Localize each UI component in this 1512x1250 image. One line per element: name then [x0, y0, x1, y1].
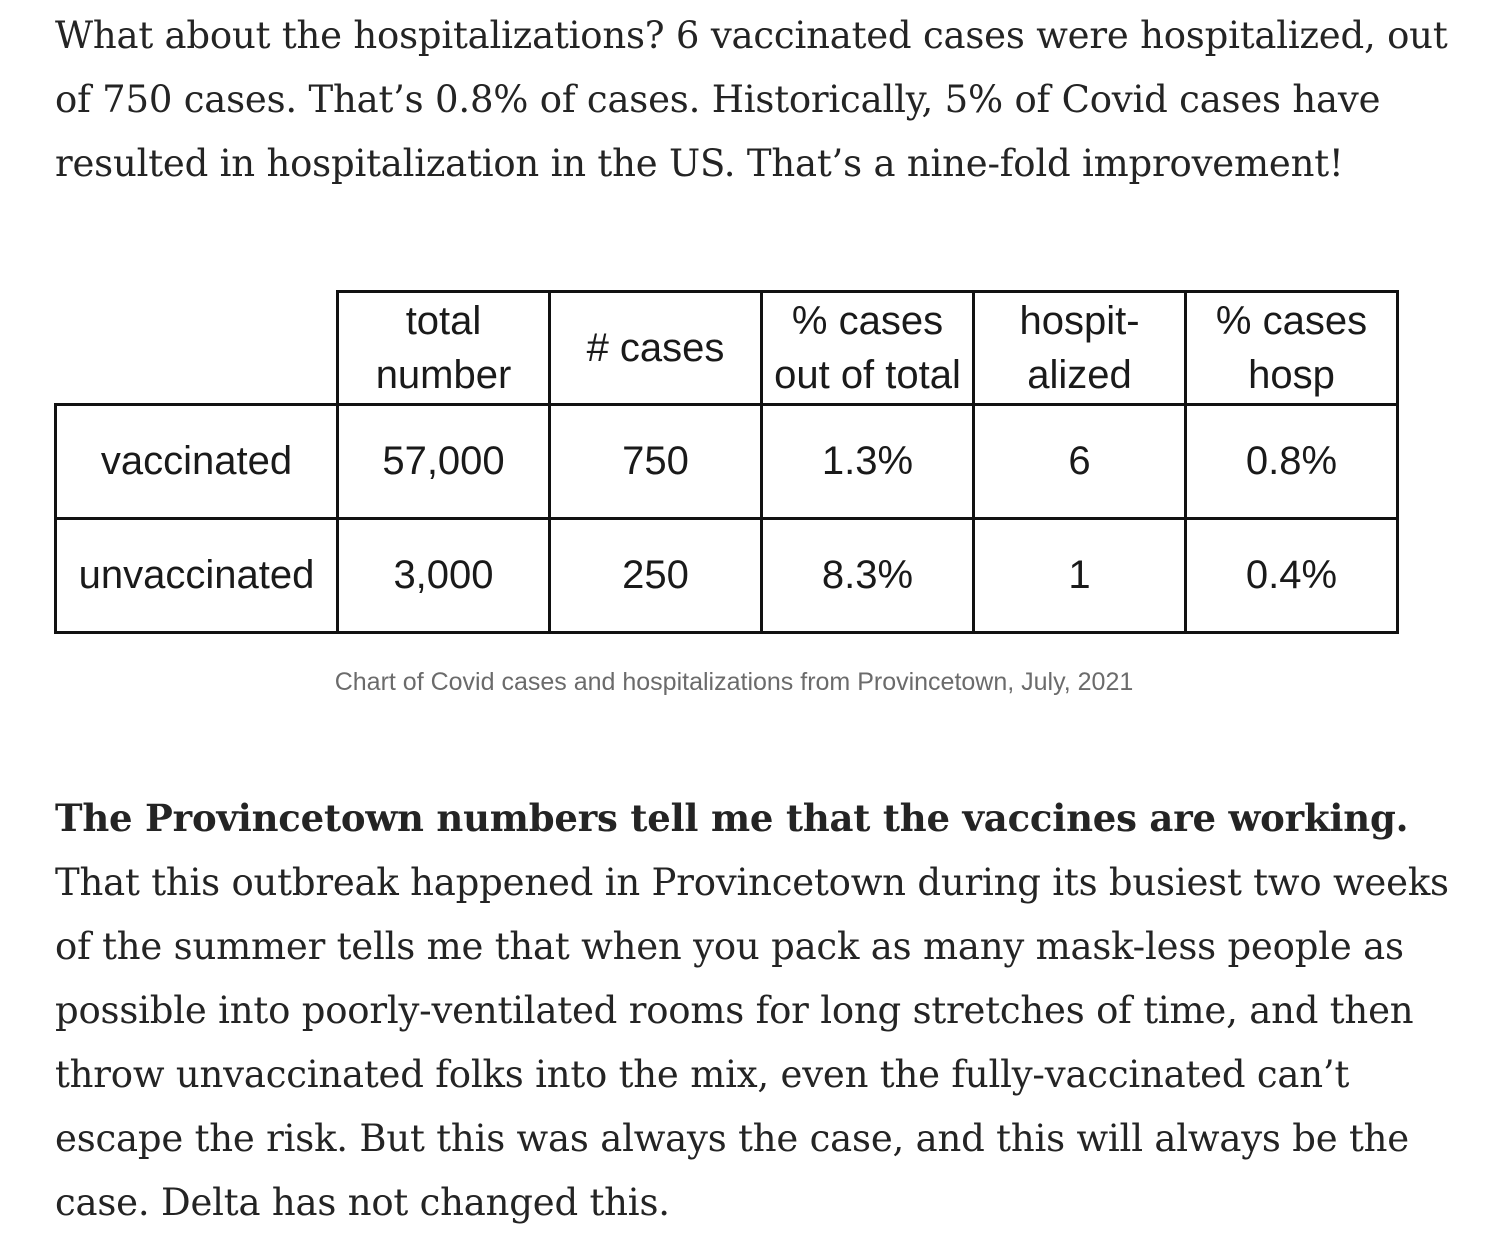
- header-line: out of total: [774, 353, 961, 397]
- header-line: # cases: [586, 326, 725, 370]
- header-total-number: [338, 292, 550, 405]
- closing-paragraph-lead: The Provincetown numbers tell me that the vaccines are working.: [55, 796, 1409, 840]
- table-cell-total-number: 57,000: [338, 405, 550, 519]
- header-line: alized: [1027, 353, 1132, 397]
- table-row-vaccinated: [56, 405, 1398, 519]
- table-cell-total-number: 3,000: [338, 519, 550, 633]
- header-line: % cases: [1215, 299, 1368, 343]
- table-cell-cases: 250: [550, 519, 762, 633]
- table-cell-percent-hosp: 0.8%: [1186, 405, 1398, 519]
- closing-paragraph: [55, 786, 1455, 1235]
- table-cell-percent-of-total: 8.3%: [762, 519, 974, 633]
- table-cell-percent-hosp: 0.4%: [1186, 519, 1398, 633]
- header-percent-cases-of-total: [762, 292, 974, 405]
- row-label: vaccinated: [56, 405, 338, 519]
- header-percent-cases-hosp: [1186, 292, 1398, 405]
- header-line: number: [375, 353, 512, 397]
- header-line: % cases: [791, 299, 944, 343]
- closing-paragraph-body: That this outbreak happened in Provincetown during its busiest two weeks of the summer tells me that when you pack as many mask-less people as possible into poorly-ventilated rooms for long stretches of time, and then throw unvaccinated folks into the mix, even the fully-vaccinated can’t escape the risk. But this was always the case, and this will always be the case. Delta has not changed this.: [55, 861, 1449, 1224]
- table-cell-hospitalized: 1: [974, 519, 1186, 633]
- header-cases: [550, 292, 762, 405]
- table-caption: Chart of Covid cases and hospitalizations from Provincetown, July, 2021: [334, 668, 1134, 696]
- table-cell-cases: 750: [550, 405, 762, 519]
- table-header-row: [56, 292, 1398, 405]
- header-line: total: [405, 299, 482, 343]
- header-line: hosp: [1248, 353, 1335, 397]
- covid-data-table: [54, 290, 1399, 634]
- intro-paragraph: What about the hospitalizations? 6 vaccinated cases were hospitalized, out of 750 cases. That’s 0.8% of cases. Historically, 5% of Covid cases have resulted in hospitalization in the US. That’s a nine-fold improvement!: [55, 14, 1448, 185]
- header-line: hospit-: [1019, 299, 1140, 343]
- table-corner-cell: [56, 292, 338, 405]
- row-label: unvaccinated: [56, 519, 338, 633]
- table-cell-hospitalized: 6: [974, 405, 1186, 519]
- table-cell-percent-of-total: 1.3%: [762, 405, 974, 519]
- header-hospitalized: [974, 292, 1186, 405]
- table-row-unvaccinated: [56, 519, 1398, 633]
